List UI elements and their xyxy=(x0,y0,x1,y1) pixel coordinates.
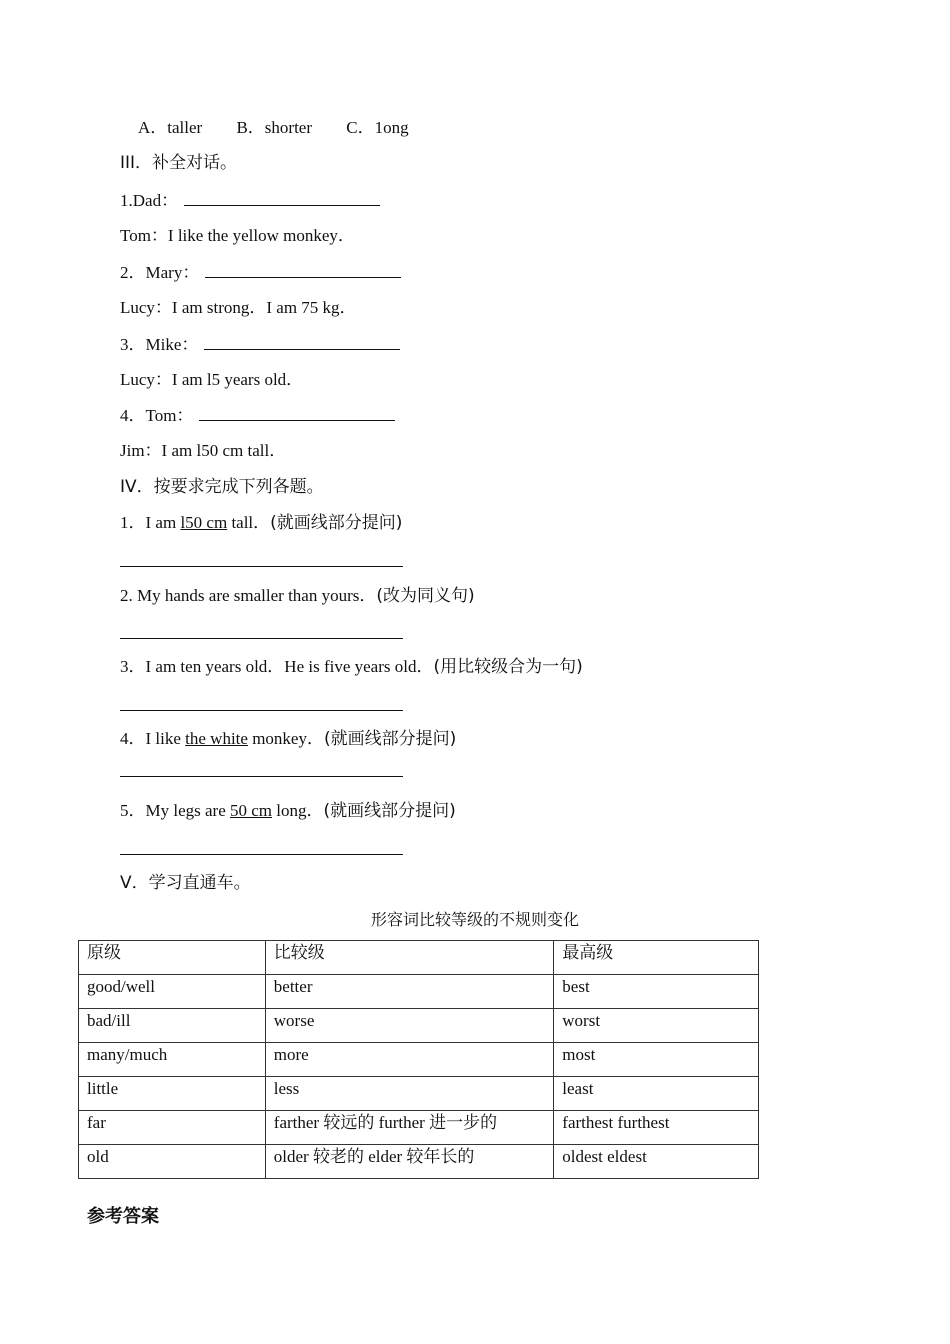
task-q1-pre: 1．I am xyxy=(120,513,181,532)
task-q1-post: tall． xyxy=(227,513,271,532)
dialog-q4-blank[interactable] xyxy=(199,404,395,421)
table-header-row xyxy=(79,941,759,975)
header-positive: 原级 xyxy=(79,941,266,975)
task-q5-post: long． xyxy=(272,801,324,820)
task-q4-underlined: the white xyxy=(185,729,248,748)
option-a: A．taller xyxy=(138,118,203,137)
answer-options xyxy=(138,117,439,139)
table-row xyxy=(79,1009,759,1043)
dialog-q2-blank[interactable] xyxy=(205,261,401,278)
header-comparative: 比较级 xyxy=(265,941,554,975)
dialog-a1: Tom：I like the yellow monkey． xyxy=(120,226,355,245)
option-b: B．shorter xyxy=(236,118,312,137)
dialog-a3: Lucy：I am l5 years old． xyxy=(120,370,304,389)
task-q5-underlined: 50 cm xyxy=(230,801,273,820)
dialog-q3 xyxy=(120,333,400,356)
task-q3-hint: (用比较级合为一句) xyxy=(433,657,583,677)
table-cell: more xyxy=(265,1043,554,1077)
section5-title: V．学习直通车。 xyxy=(120,873,251,893)
table-cell: farthest furthest xyxy=(554,1111,759,1145)
table-cell: bad/ill xyxy=(79,1009,266,1043)
dialog-a4: Jim：I am l50 cm tall． xyxy=(120,441,287,460)
task-q1-answer-line[interactable] xyxy=(120,566,403,567)
section4-title: IV．按要求完成下列各题。 xyxy=(120,477,324,497)
task-q5-pre: 5．My legs are xyxy=(120,801,231,820)
irregular-comparison-table xyxy=(78,940,759,1179)
dialog-q4 xyxy=(120,404,395,427)
dialog-q4-label: 4．Tom： xyxy=(120,406,194,425)
table-cell: farther 较远的 further 进一步的 xyxy=(265,1111,554,1145)
task-q4-answer-line[interactable] xyxy=(120,776,403,777)
task-q5-hint: (就画线部分提问) xyxy=(323,801,456,821)
table-cell: old xyxy=(79,1145,266,1179)
table-cell: little xyxy=(79,1077,266,1111)
table-row xyxy=(79,1111,759,1145)
dialog-q2-label: 2．Mary： xyxy=(120,263,200,282)
table-cell: least xyxy=(554,1077,759,1111)
header-superlative: 最高级 xyxy=(554,941,759,975)
answers-heading: 参考答案 xyxy=(87,1206,159,1227)
task-q2 xyxy=(120,585,475,607)
task-q2-pre: 2. My hands are smaller than yours． xyxy=(120,586,377,605)
table-row xyxy=(79,975,759,1009)
task-q4 xyxy=(120,728,456,750)
task-q1 xyxy=(120,512,402,534)
table-cell: far xyxy=(79,1111,266,1145)
task-q3-answer-line[interactable] xyxy=(120,710,403,711)
section3-title: III．补全对话。 xyxy=(120,153,238,173)
table-row xyxy=(79,1043,759,1077)
table-cell: less xyxy=(265,1077,554,1111)
table-row xyxy=(79,1077,759,1111)
table-cell: older 较老的 elder 较年长的 xyxy=(265,1145,554,1179)
task-q2-hint: (改为同义句) xyxy=(376,586,475,606)
task-q4-hint: (就画线部分提问) xyxy=(323,729,457,749)
table-cell: good/well xyxy=(79,975,266,1009)
table-cell: better xyxy=(265,975,554,1009)
dialog-q1 xyxy=(120,189,380,212)
dialog-q2 xyxy=(120,261,401,284)
task-q3-pre: 3．I am ten years old．He is five years old． xyxy=(120,657,434,676)
option-c: C．1ong xyxy=(346,118,409,137)
task-q5-answer-line[interactable] xyxy=(120,854,403,855)
table-row xyxy=(79,1145,759,1179)
task-q1-hint: (就画线部分提问) xyxy=(270,513,403,533)
table-cell: worst xyxy=(554,1009,759,1043)
table-cell: most xyxy=(554,1043,759,1077)
table-caption: 形容词比较等级的不规则变化 xyxy=(370,910,579,929)
task-q2-answer-line[interactable] xyxy=(120,638,403,639)
table-cell: oldest eldest xyxy=(554,1145,759,1179)
dialog-a2: Lucy：I am strong．I am 75 kg． xyxy=(120,298,357,317)
dialog-q3-blank[interactable] xyxy=(204,333,400,350)
dialog-q1-label: 1.Dad： xyxy=(120,191,179,210)
dialog-q1-blank[interactable] xyxy=(184,189,380,206)
task-q5 xyxy=(120,800,456,822)
table-cell: best xyxy=(554,975,759,1009)
task-q4-post: monkey． xyxy=(247,729,324,748)
dialog-q3-label: 3．Mike： xyxy=(120,335,199,354)
task-q3 xyxy=(120,656,583,678)
task-q1-underlined: l50 cm xyxy=(180,513,228,532)
task-q4-pre: 4．I like xyxy=(120,729,186,748)
table-cell: worse xyxy=(265,1009,554,1043)
table-cell: many/much xyxy=(79,1043,266,1077)
